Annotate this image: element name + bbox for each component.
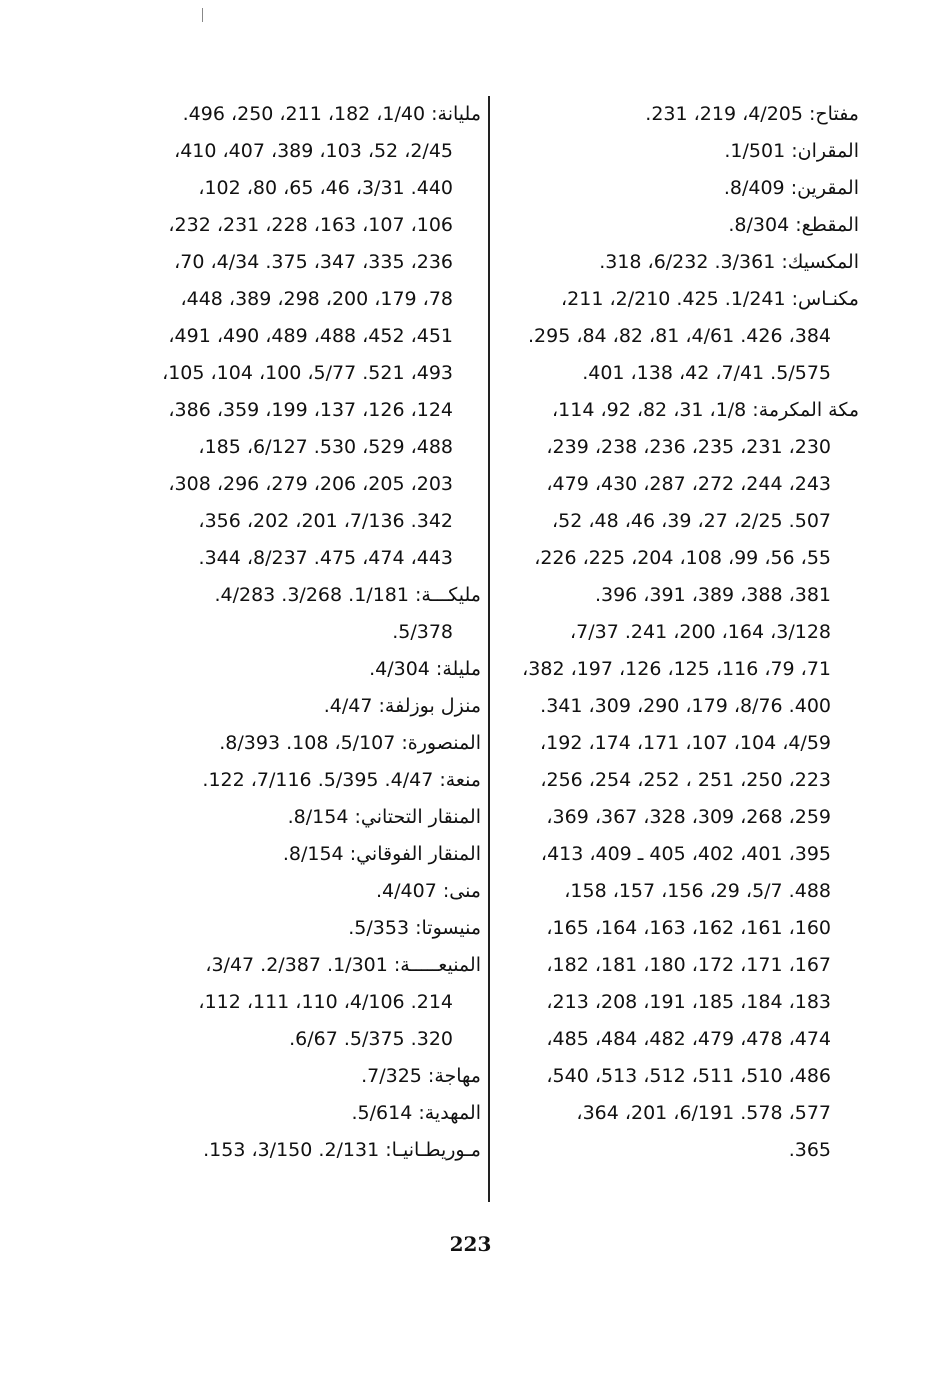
index-entry-continuation: 2/45، 52، 103، 389، 407، 410، [174,140,453,162]
index-entry: المنصورة: 5/107، 108. 8/393. [219,732,481,754]
index-entry-continuation: 488. 5/7، 29، 156، 157، 158، [564,880,831,902]
index-entry: مليانة: 1/40، 182، 211، 250، 496. [182,103,481,125]
index-entry-continuation: 395، 401، 402، 405 ـ 409، 413، [540,843,831,865]
index-entry-continuation: 55، 56، 99، 108، 204، 225، 226، [534,547,831,569]
index-entry: مليكـــة: 1/181. 3/268. 4/283. [214,584,481,606]
index-entry: المقرين: 8/409. [723,177,859,199]
index-entry: مـوريطـانيـا: 2/131. 3/150، 153. [203,1139,481,1161]
index-entry-continuation: 203، 205، 206، 279، 296، 308، [168,473,453,495]
page-number: 223 [449,1232,492,1256]
index-entry-continuation: 214. 4/106، 110، 111، 112، [198,991,453,1013]
index-entry-continuation: 5/575. 7/41، 42، 138، 401. [582,362,831,384]
index-entry-continuation: 381، 388، 389، 391، 396. [594,584,831,606]
column-divider [488,96,490,1202]
index-entry-continuation: 320. 5/375. 6/67. [289,1028,453,1050]
index-entry-continuation: 342. 7/136، 201، 202، 356، [198,510,453,532]
index-entry-continuation: 400. 8/76، 179، 290، 309، 341. [540,695,831,717]
index-entry-continuation: 3/128، 164، 200، 241. 7/37، [570,621,831,643]
index-entry-continuation: 5/378. [392,621,453,643]
index-entry-continuation: 493، 521. 5/77، 100، 104، 105، [162,362,453,384]
index-entry: المقطع: 8/304. [728,214,859,236]
index-entry-continuation: 384، 426. 4/61، 81، 82، 84، 295. [527,325,831,347]
scan-speck [202,8,203,22]
index-entry-continuation: 365. [788,1139,831,1161]
index-entry: مفتاح: 4/205، 219، 231. [645,103,859,125]
index-entry: المنيعـــــة: 1/301. 2/387. 3/47، [205,954,481,976]
index-entry-continuation: 243، 244، 272، 287، 430، 479، [546,473,831,495]
index-entry-continuation: 451، 452، 488، 489، 490، 491، [168,325,453,347]
index-entry-continuation: 183، 184، 185، 191، 208، 213، [546,991,831,1013]
index-entry: المكسيك: 3/361. 6/232، 318. [599,251,859,273]
index-entry-continuation: 577، 578. 6/191، 201، 364، [576,1102,831,1124]
index-entry-continuation: 236، 335، 347، 375. 4/34، 70، [174,251,453,273]
index-entry: منعة: 4/47. 5/395. 7/116، 122. [202,769,481,791]
index-entry: منيسوتا: 5/353. [348,917,481,939]
index-entry: مليلة: 4/304. [369,658,481,680]
index-entry-continuation: 78، 179، 200، 298، 389، 448، [180,288,453,310]
index-entry-continuation: 443، 474، 475. 8/237، 344. [198,547,453,569]
index-entry-continuation: 124، 126، 137، 199، 359، 386، [168,399,453,421]
index-entry: منى: 4/407. [375,880,481,902]
index-entry-continuation: 440. 3/31، 46، 65، 80، 102، [198,177,453,199]
index-entry: مهاجة: 7/325. [361,1065,481,1087]
index-entry-continuation: 259، 268، 309، 328، 367، 369، [546,806,831,828]
index-entry-continuation: 223، 250، 251 ، 252، 254، 256، [540,769,831,791]
index-entry-continuation: 4/59، 104، 107، 171، 174، 192، [540,732,831,754]
index-entry: مكنـاس: 1/241. 425. 2/210، 211، [561,288,859,310]
index-entry: منزل بوزلفة: 4/47. [323,695,481,717]
index-entry-continuation: 486، 510، 511، 512، 513، 540، [546,1065,831,1087]
index-entry-continuation: 167، 171، 172، 180، 181، 182، [546,954,831,976]
index-entry: المنقار الفوقاني: 8/154. [282,843,481,865]
index-entry: المقران: 1/501. [724,140,859,162]
index-entry: المهدية: 5/614. [351,1102,481,1124]
index-entry-continuation: 71، 79، 116، 125، 126، 197، 382، [522,658,831,680]
index-entry-continuation: 106، 107، 163، 228، 231، 232، [168,214,453,236]
index-entry-continuation: 488، 529، 530. 6/127، 185، [198,436,453,458]
index-entry: مكة المكرمة: 1/8، 31، 82، 92، 114، [552,399,859,421]
index-entry-continuation: 160، 161، 162، 163، 164، 165، [546,917,831,939]
index-entry-continuation: 230، 231، 235، 236، 238، 239، [546,436,831,458]
index-column-right [489,96,859,1169]
index-entry-continuation: 474، 478، 479، 482، 484، 485، [546,1028,831,1050]
index-entry-continuation: 507. 2/25، 27، 39، 46، 48، 52، [552,510,831,532]
index-entry: المنقار التحتاني: 8/154. [287,806,481,828]
index-column-left [131,96,481,1169]
